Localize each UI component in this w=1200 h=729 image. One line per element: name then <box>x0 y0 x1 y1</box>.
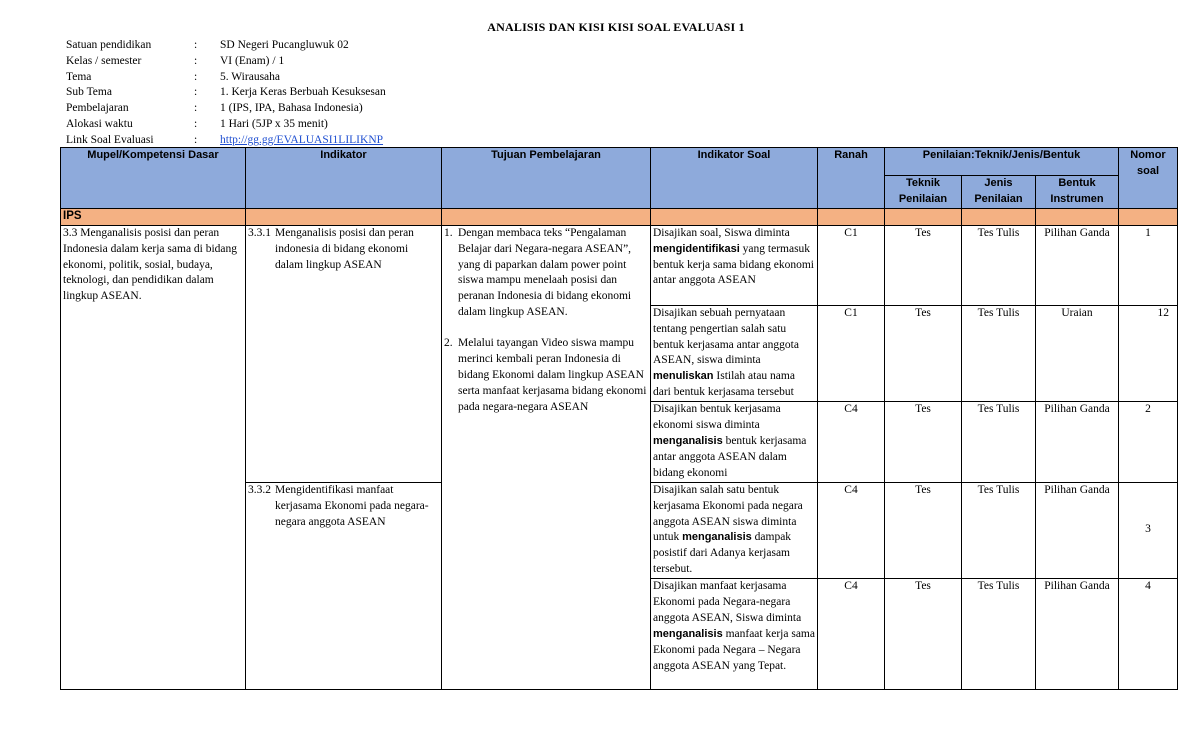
jenis-cell: Tes Tulis <box>962 305 1036 401</box>
nomor-cell: 12 <box>1119 305 1178 401</box>
kd-line: ekonomi, politik, sosial, budaya, teknologi, dan pendidikan dalam lingkup ASEAN. <box>63 258 214 303</box>
meta-colon: : <box>194 39 198 51</box>
evaluation-link[interactable]: http://gg.gg/EVALUASI1LILIKNP <box>220 133 384 146</box>
nomor-cell: 1 <box>1119 225 1178 305</box>
meta-label: Tema <box>66 70 92 83</box>
tujuan-cell <box>442 225 651 689</box>
meta-value: 5. Wirausaha <box>220 70 280 83</box>
ranah-cell: C1 <box>818 305 885 401</box>
bentuk-cell: Pilihan Ganda <box>1036 579 1119 690</box>
header-ranah: Ranah <box>818 148 885 209</box>
bentuk-cell: Pilihan Ganda <box>1036 225 1119 305</box>
meta-value: 1. Kerja Keras Berbuah Kesuksesan <box>220 86 386 99</box>
soal-text: Disajikan sebuah pernyataan tentang pengertian salah satu bentuk kerjasama antar anggota ASEAN, siswa diminta <box>653 306 799 367</box>
header-nomor: Nomor soal <box>1119 148 1178 209</box>
soal-text: Istilah atau nama dari bentuk kerjasama tersebut <box>653 370 795 399</box>
section-cell <box>1036 208 1119 225</box>
soal-text: Disajikan soal, Siswa diminta <box>653 226 790 239</box>
spacer <box>444 321 648 336</box>
teknik-cell: Tes <box>885 579 962 690</box>
nomor-cell: 4 <box>1119 579 1178 690</box>
meta-row-kelas <box>66 54 386 70</box>
ranah-cell: C1 <box>818 225 885 305</box>
section-cell <box>962 208 1036 225</box>
meta-row-satuan <box>66 38 386 54</box>
tujuan-item <box>444 226 648 321</box>
teknik-cell: Tes <box>885 305 962 401</box>
soal-keyword: mengidentifikasi <box>653 242 740 255</box>
meta-colon: : <box>194 117 198 130</box>
meta-value: VI (Enam) / 1 <box>220 54 285 67</box>
teknik-cell: Tes <box>885 402 962 483</box>
section-cell <box>246 208 442 225</box>
meta-value: 1 Hari (5JP x 35 menit) <box>220 117 328 130</box>
ranah-cell: C4 <box>818 482 885 578</box>
indikator-number: 3.3.1 <box>248 226 271 239</box>
indikator-cell <box>246 225 442 482</box>
meta-colon: : <box>194 102 198 115</box>
tujuan-number: 2. <box>444 337 453 350</box>
document-title: ANALISIS DAN KISI KISI SOAL EVALUASI 1 <box>487 20 745 34</box>
soal-text: dampak posistif dari Adanya kerjasam tersebut. <box>653 531 792 576</box>
soal-keyword: menganalisis <box>653 434 723 447</box>
meta-row-subtema <box>66 85 386 101</box>
soal-keyword: menuliskan <box>653 370 714 383</box>
header-mupel: Mupel/Kompetensi Dasar <box>61 148 246 209</box>
meta-colon: : <box>194 54 198 67</box>
meta-label: Pembelajaran <box>66 102 129 115</box>
indikator-number: 3.3.2 <box>248 483 271 496</box>
teknik-cell: Tes <box>885 482 962 578</box>
nomor-cell: 3 <box>1119 482 1178 578</box>
meta-colon: : <box>194 70 198 83</box>
jenis-cell: Tes Tulis <box>962 225 1036 305</box>
bentuk-cell: Uraian <box>1036 305 1119 401</box>
soal-text: Disajikan bentuk kerjasama ekonomi siswa diminta <box>653 403 781 432</box>
meta-colon: : <box>194 133 198 146</box>
bentuk-cell: Pilihan Ganda <box>1036 482 1119 578</box>
meta-row-alokasi <box>66 117 386 133</box>
ranah-cell: C4 <box>818 579 885 690</box>
meta-colon: : <box>194 86 198 99</box>
section-label: IPS <box>61 208 246 225</box>
meta-label: Alokasi waktu <box>66 117 133 130</box>
header-indikator: Indikator <box>246 148 442 209</box>
jenis-cell: Tes Tulis <box>962 402 1036 483</box>
tujuan-text: Dengan membaca teks “Pengalaman Belajar dari Negara-negara ASEAN”, yang di paparkan dalam power point siswa mampu menelaah posisi dan peranan Indonesia di bidang ekonomi dalam lingkup ASEAN. <box>458 226 632 319</box>
section-cell <box>1119 208 1178 225</box>
bentuk-cell: Pilihan Ganda <box>1036 402 1119 483</box>
soal-text: Disajikan manfaat kerjasama Ekonomi pada Negara-negara anggota ASEAN, Siswa diminta <box>653 580 802 624</box>
meta-label: Sub Tema <box>66 86 112 99</box>
indikator-text: Menganalisis posisi dan peran indonesia di bidang ekonomi dalam lingkup ASEAN <box>275 226 414 271</box>
indikator-item <box>248 483 439 531</box>
kisi-kisi-table <box>60 147 1178 690</box>
indikator-item <box>248 226 439 274</box>
kd-line: 3.3 Menganalisis posisi dan peran Indonesia dalam kerja sama di bidang <box>63 226 238 255</box>
section-cell <box>818 208 885 225</box>
meta-label: Link Soal Evaluasi <box>66 133 154 146</box>
soal-cell <box>651 579 818 690</box>
meta-value: 1 (IPS, IPA, Bahasa Indonesia) <box>220 102 363 115</box>
meta-value: SD Negeri Pucangluwuk 02 <box>220 39 349 51</box>
meta-row-tema <box>66 70 386 86</box>
header-jenis: Jenis Penilaian <box>962 176 1036 209</box>
meta-label: Satuan pendidikan <box>66 39 152 51</box>
soal-keyword: menganalisis <box>682 531 752 544</box>
soal-text: Disajikan salah satu bentuk kerjasama Ekonomi pada negara anggota ASEAN siswa diminta untuk <box>653 483 803 544</box>
jenis-cell: Tes Tulis <box>962 482 1036 578</box>
indikator-text: Mengidentifikasi manfaat kerjasama Ekonomi pada negara-negara anggota ASEAN <box>275 483 429 528</box>
soal-cell <box>651 482 818 578</box>
header-teknik: Teknik Penilaian <box>885 176 962 209</box>
tujuan-text: Melalui tayangan Video siswa mampu merinci kembali peran Indonesia di bidang Ekonomi dalam lingkup ASEAN serta manfaat kerjasama bidang ekonomi pada negara-negara ASEAN <box>458 337 647 413</box>
header-indikator-soal: Indikator Soal <box>651 148 818 209</box>
tujuan-number: 1. <box>444 226 453 239</box>
header-penilaian: Penilaian:Teknik/Jenis/Bentuk <box>885 148 1119 176</box>
meta-row-pembelajaran <box>66 101 386 117</box>
soal-keyword: menganalisis <box>653 627 723 640</box>
jenis-cell: Tes Tulis <box>962 579 1036 690</box>
header-tujuan: Tujuan Pembelajaran <box>442 148 651 209</box>
ranah-cell: C4 <box>818 402 885 483</box>
soal-text: bentuk kerjasama antar anggota ASEAN dalam bidang ekonomi <box>653 434 807 479</box>
identity-block <box>66 38 386 149</box>
soal-cell <box>651 225 818 305</box>
soal-cell <box>651 305 818 401</box>
soal-cell <box>651 402 818 483</box>
meta-label: Kelas / semester <box>66 54 142 67</box>
teknik-cell: Tes <box>885 225 962 305</box>
soal-text: yang termasuk bentuk kerja sama bidang ekonomi antar anggota ASEAN <box>653 242 814 287</box>
section-cell <box>442 208 651 225</box>
indikator-cell <box>246 482 442 689</box>
tujuan-item <box>444 336 648 416</box>
section-cell <box>885 208 962 225</box>
header-bentuk: Bentuk Instrumen <box>1036 176 1119 209</box>
soal-text: manfaat kerja sama Ekonomi pada Negara – Negara anggota ASEAN yang Tepat. <box>653 627 815 672</box>
section-cell <box>651 208 818 225</box>
nomor-cell: 2 <box>1119 402 1178 483</box>
kd-cell <box>61 225 246 689</box>
